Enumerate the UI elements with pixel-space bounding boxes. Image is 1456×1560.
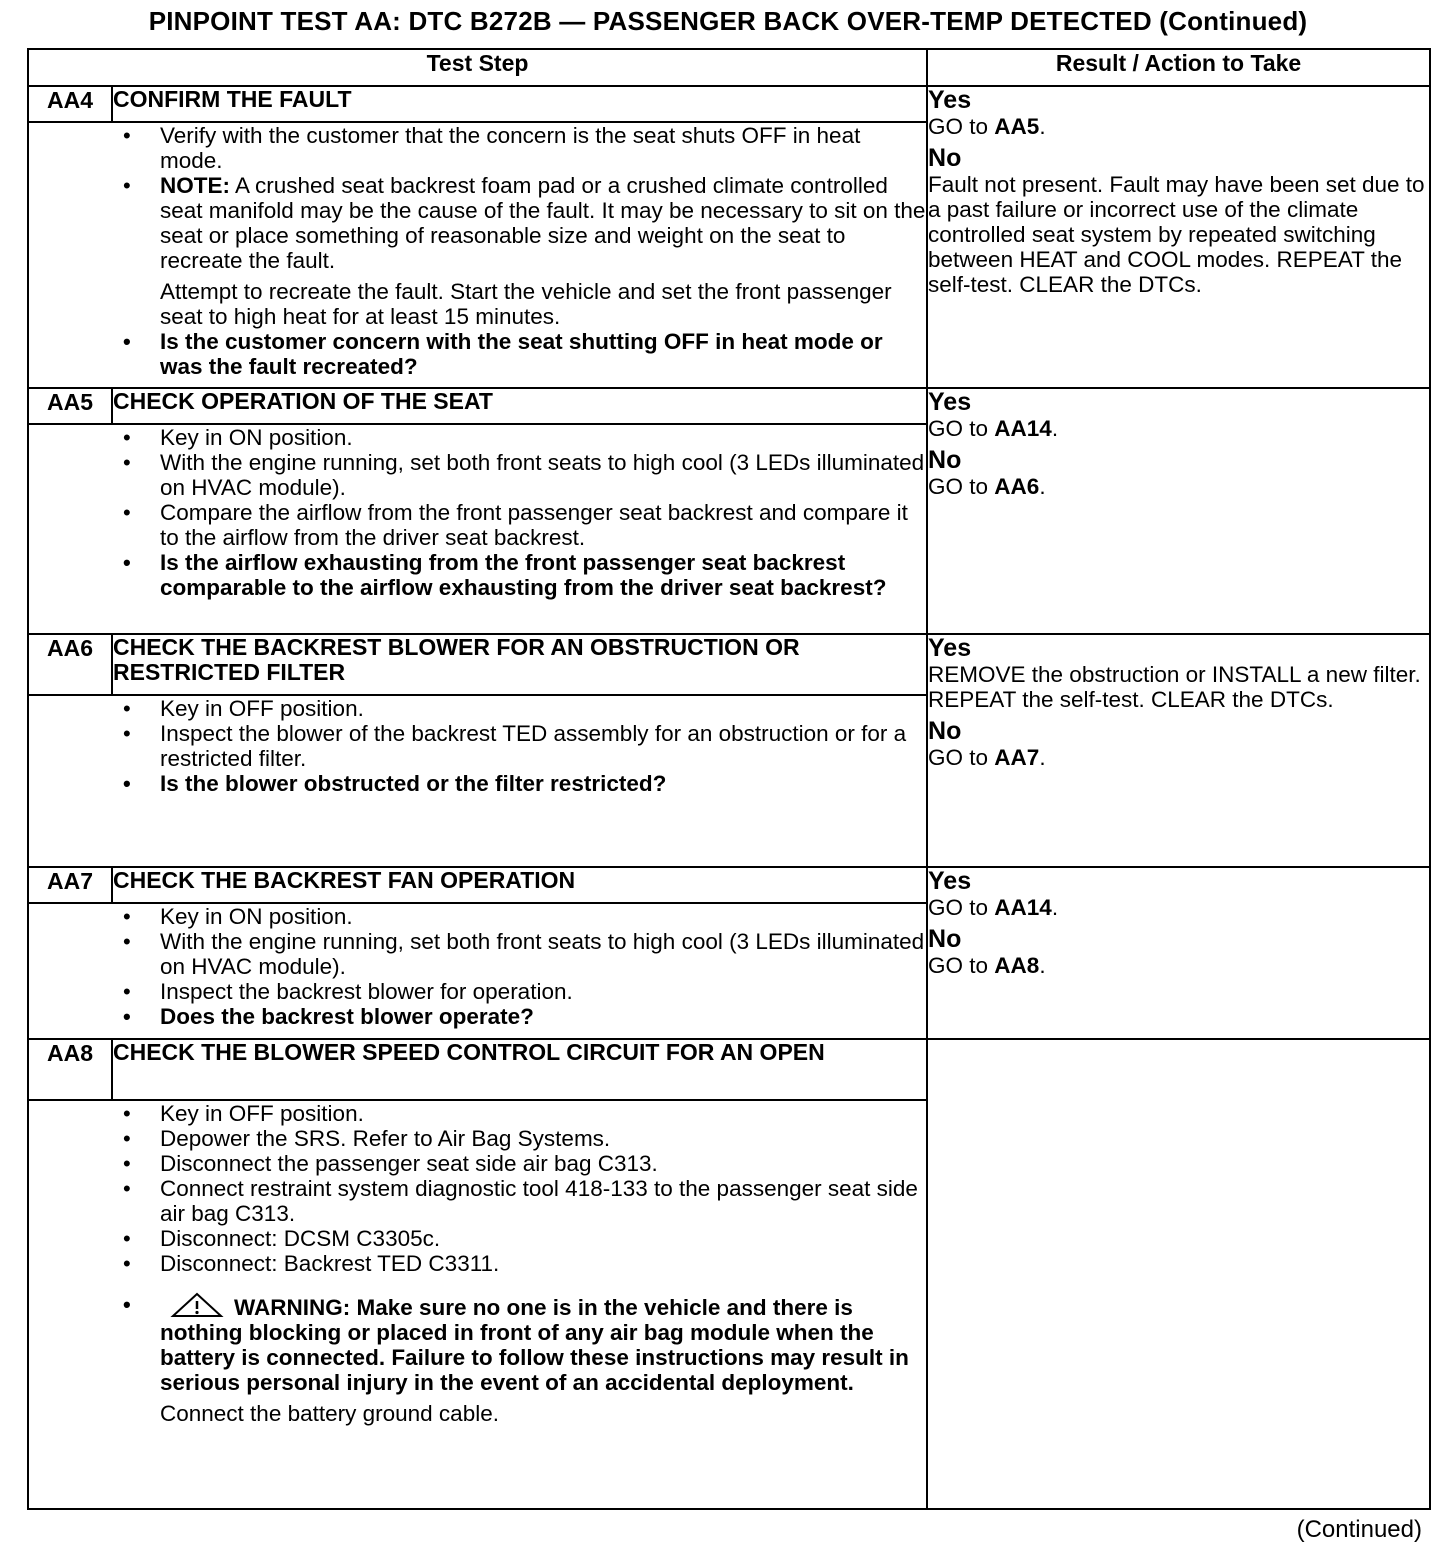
- no-action: Fault not present. Fault may have been set due to a past failure or incorrect use of the climate controlled seat system by repeated switching between HEAT and COOL modes. REPEAT the self-test. CLEAR the DTCs.: [928, 172, 1425, 297]
- list-item: • With the engine running, set both front seats to high cool (3 LEDs illuminated on HVAC module).: [123, 929, 925, 979]
- step-code: AA4: [28, 86, 112, 122]
- step-title: CHECK THE BLOWER SPEED CONTROL CIRCUIT FOR AN OPEN: [112, 1039, 927, 1100]
- instruction-text: Attempt to recreate the fault. Start the vehicle and set the front passenger seat to high heat for at least 15 minutes.: [160, 279, 892, 329]
- yes-action: GO to AA14.: [928, 895, 1059, 920]
- list-item: • Verify with the customer that the concern is the seat shuts OFF in heat mode.: [123, 123, 861, 173]
- step-result: [927, 86, 1430, 388]
- no-label: No: [928, 925, 962, 953]
- no-action: GO to AA8.: [928, 953, 1046, 978]
- step-reference: AA8: [994, 953, 1040, 978]
- bullet-icon: •: [123, 1004, 131, 1029]
- step-title: CHECK THE BACKREST FAN OPERATION: [112, 867, 927, 903]
- step-body: [28, 424, 927, 634]
- warning-text: WARNING: Make sure no one is in the vehicle and there is nothing blocking or placed in front of any air bag module when the battery is connected. Failure to follow these instructions may result in serious personal injury in the event of an accidental deployment.: [160, 1295, 909, 1395]
- step-result: [927, 388, 1430, 634]
- no-label: No: [928, 144, 962, 172]
- yes-action: REMOVE the obstruction or INSTALL a new filter. REPEAT the self-test. CLEAR the DTCs.: [928, 662, 1421, 712]
- yes-action: GO to AA5.: [928, 114, 1046, 139]
- step-reference: AA6: [994, 474, 1040, 499]
- no-label: No: [928, 717, 962, 745]
- note-label: NOTE:: [160, 173, 230, 198]
- continued-footer: (Continued): [1296, 1516, 1422, 1543]
- bullet-icon: •: [123, 1176, 131, 1201]
- bullet-icon: •: [123, 123, 131, 148]
- bullet-icon: •: [123, 329, 131, 354]
- list-item: • Compare the airflow from the front passenger seat backrest and compare it to the airflow from the driver seat backrest.: [123, 500, 908, 550]
- bullet-icon: •: [123, 929, 131, 954]
- bullet-icon: •: [123, 173, 131, 198]
- page-title: PINPOINT TEST AA: DTC B272B — PASSENGER BACK OVER-TEMP DETECTED (Continued): [148, 6, 1308, 36]
- bullet-icon: •: [123, 771, 131, 796]
- step-code: AA6: [28, 634, 112, 695]
- list-item: • NOTE: A crushed seat backrest foam pad or a crushed climate controlled seat manifold may be the cause of the fault. It may be necessary to sit on the seat or place something of reasonable size and weight on the seat to recreate the fault.: [123, 173, 926, 273]
- step-code: AA5: [28, 388, 112, 424]
- step-reference: AA14: [994, 895, 1052, 920]
- bullet-icon: •: [123, 721, 131, 746]
- yes-label: Yes: [928, 86, 972, 114]
- step-reference: AA14: [994, 416, 1052, 441]
- step-question: • Is the blower obstructed or the filter restricted?: [123, 771, 667, 796]
- bullet-icon: •: [123, 696, 131, 721]
- list-item: • Disconnect: DCSM C3305c.: [123, 1226, 441, 1251]
- list-item: • Inspect the backrest blower for operation.: [123, 979, 573, 1004]
- bullet-icon: •: [123, 1101, 131, 1126]
- bullet-icon: •: [123, 1126, 131, 1151]
- bullet-icon: •: [123, 425, 131, 450]
- list-item: • Depower the SRS. Refer to Air Bag Systems.: [123, 1126, 611, 1151]
- step-result: [927, 867, 1430, 1039]
- instruction-text: Connect the battery ground cable.: [160, 1401, 499, 1426]
- step-result: [927, 634, 1430, 867]
- step-question: • Does the backrest blower operate?: [123, 1004, 534, 1029]
- bullet-icon: •: [123, 550, 131, 575]
- step-body: [28, 122, 927, 388]
- bullet-icon: •: [123, 904, 131, 929]
- list-item: • With the engine running, set both front seats to high cool (3 LEDs illuminated on HVAC module).: [123, 450, 925, 500]
- step-code: AA8: [28, 1039, 112, 1100]
- bullet-icon: •: [123, 1226, 131, 1251]
- list-item: • Key in ON position.: [123, 425, 353, 450]
- header-test-step: Test Step: [28, 49, 927, 86]
- step-code: AA7: [28, 867, 112, 903]
- bullet-icon: •: [123, 500, 131, 525]
- step-result-empty: [927, 1039, 1430, 1509]
- step-reference: AA5: [994, 114, 1040, 139]
- warning-triangle-icon: [170, 1292, 224, 1318]
- no-action: GO to AA7.: [928, 745, 1046, 770]
- pinpoint-test-table: [27, 48, 1431, 1510]
- step-reference: AA7: [994, 745, 1040, 770]
- step-title: CONFIRM THE FAULT: [112, 86, 927, 122]
- step-body: [28, 695, 927, 867]
- list-item: • Key in OFF position.: [123, 1101, 364, 1126]
- step-title: CHECK THE BACKREST BLOWER FOR AN OBSTRUCTION OR RESTRICTED FILTER: [112, 634, 927, 695]
- bullet-icon: •: [123, 1251, 131, 1276]
- no-action: GO to AA6.: [928, 474, 1046, 499]
- step-title: CHECK OPERATION OF THE SEAT: [112, 388, 927, 424]
- list-item: • Key in OFF position.: [123, 696, 364, 721]
- step-question: • Is the customer concern with the seat shutting OFF in heat mode or was the fault recreated?: [123, 329, 883, 379]
- bullet-icon: •: [123, 979, 131, 1004]
- bullet-icon: •: [123, 1151, 131, 1176]
- no-label: No: [928, 446, 962, 474]
- yes-label: Yes: [928, 867, 972, 895]
- list-item: • Disconnect the passenger seat side air bag C313.: [123, 1151, 658, 1176]
- yes-action: GO to AA14.: [928, 416, 1059, 441]
- list-item: • Connect restraint system diagnostic tool 418-133 to the passenger seat side air bag C313.: [123, 1176, 918, 1226]
- yes-label: Yes: [928, 634, 972, 662]
- bullet-icon: •: [123, 1292, 131, 1317]
- header-result: Result / Action to Take: [927, 49, 1430, 86]
- yes-label: Yes: [928, 388, 972, 416]
- list-item: • Inspect the blower of the backrest TED assembly for an obstruction or for a restricted filter.: [123, 721, 907, 771]
- step-body: [28, 903, 927, 1039]
- step-question: • Is the airflow exhausting from the front passenger seat backrest comparable to the airflow exhausting from the driver seat backrest?: [123, 550, 887, 600]
- list-item: • Disconnect: Backrest TED C3311.: [123, 1251, 500, 1276]
- list-item: • Key in ON position.: [123, 904, 353, 929]
- bullet-icon: •: [123, 450, 131, 475]
- step-body: [28, 1100, 927, 1509]
- warning-item: [29, 1292, 926, 1395]
